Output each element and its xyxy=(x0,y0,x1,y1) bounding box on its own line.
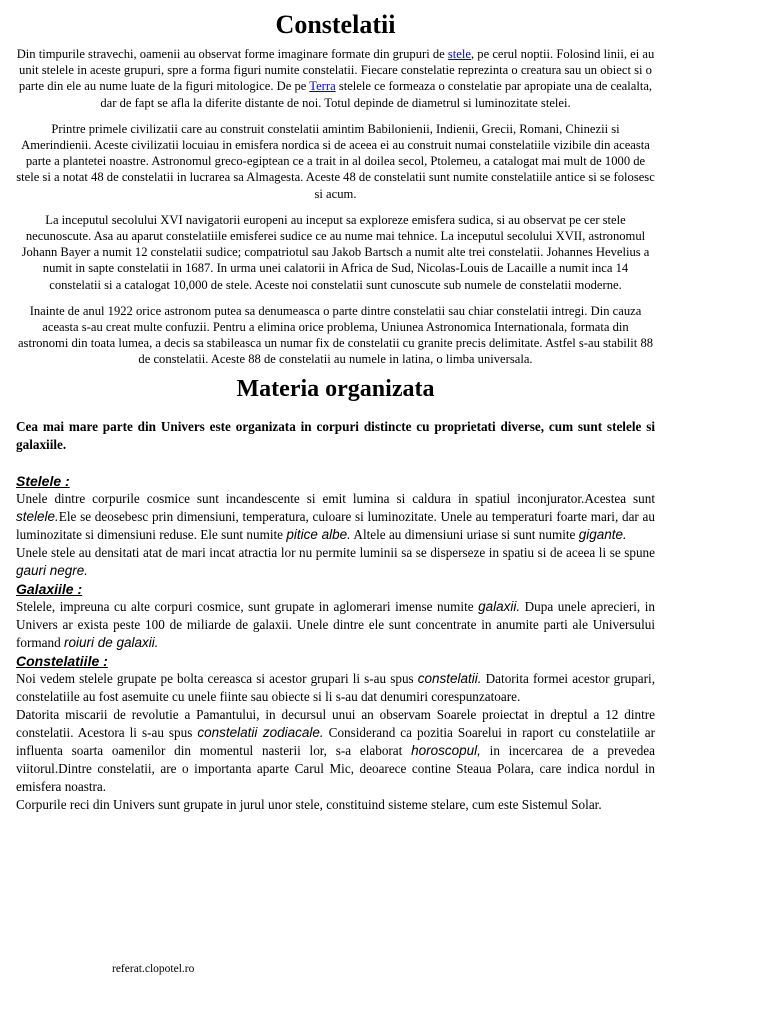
section-title: Materia organizata xyxy=(236,375,435,402)
constelatii-paragraph-3: Corpurile reci din Univers sunt grupate in jurul unor stele, constituind sisteme stelare, cum este Sistemul Solar. xyxy=(16,796,602,812)
page-title: Constelatii xyxy=(275,10,396,39)
text-span: Ele se deosebesc prin dimensiuni, temperatura, culoare si luminozitate. Unele au temperaturi foarte mari, dar au luminozitate si dimensiuni reduse. Ele sunt numite xyxy=(16,508,655,542)
terra-link[interactable]: Terra xyxy=(309,79,336,94)
text-span: Considerand ca pozitia Soarelui in raport cu constelatiile ar influenta soarta oamenilor din momentul nasterii lor, s-a elaborat xyxy=(16,724,655,758)
text-span: in incercarea de a prevedea viitorul.Dintre constelatii, are o importanta aparte Carul Mic, deoarece contine Steaua Polara, care indica nordul in emisfera noastra. xyxy=(16,742,656,794)
keyword: gauri negre. xyxy=(16,562,89,578)
text-span: Datorita miscarii de revolutie a Pamantului, in decursul unui an observam Soarele proiectat in dreptul a 12 dintre constelatii. Acestora li s-au spus xyxy=(16,706,655,740)
stele-heading: Stelele : xyxy=(16,472,70,489)
text-span: , pe cerul noptii. Folosind linii, ei au unit stelele in aceste grupuri, spre a forma figuri numite constelatii. Fiecare constelatie reprezinta o creatura sau un obiect si o parte din ele au nume luate de la figuri mitologice. De pe xyxy=(18,47,655,94)
stele-link[interactable]: stele xyxy=(447,47,471,61)
intro-paragraph-4: Inainte de anul 1922 orice astronom putea sa denumeasca o parte dintre constelatii sau chiar constelatii intregi. Din cauza aceasta s-au creat multe confuzii. Pentru a elimina orice problema, Uniunea Astronomica Internationala, formata din astronomi din toata lumea, a decis sa stabileasca un numar fix de constelatii cu granite precis delimitate. Astfel s-au stabilit 88 de constelatii. Aceste 88 de constelatii au numele in latina, o limba universala. xyxy=(17,303,654,367)
stele-paragraph-2 xyxy=(16,544,655,580)
document-page xyxy=(16,8,655,814)
intro-paragraph-3: La inceputul secolului XVI navigatorii europeni au inceput sa exploreze emisfera sudica, si au observat pe cer stele necunoscute. Asa au aparut constelatiile emisferei sudice ce au nume mai tehnice. La inceputul secolului XVII, astronomul Johann Bayer a numit 12 constelatii sudice; compatriotul sau Jakob Bartsch a numit alte trei constelatii. Johannes Hevelius a numit in sapte constelatii in 1687. In urma unei calatorii in Africa de Sud, Nicolas-Louis de Lacaille a numit inca 14 constelatii si a catalogat 10,000 de stele. Aceste noi constelatii sunt cunoscute sub numele de constelatii moderne. xyxy=(21,212,650,292)
constelatii-paragraph-1 xyxy=(16,670,655,706)
text-span: Unele stele au densitati atat de mari incat atractia lor nu permite luminii sa se disperseze in spatiu si de aceea li se spune xyxy=(16,544,655,560)
text-span: Noi vedem stelele grupate pe bolta cereasca si acestor grupari li s-au spus xyxy=(16,670,418,686)
footer-source: referat.clopotel.ro xyxy=(112,963,195,975)
text-span: Datorita formei acestor grupari, constelatiile au fost asemuite cu unele fiinte sau obiecte si li s-au dat denumiri corespunzatoare. xyxy=(16,670,656,704)
keyword: constelatii. xyxy=(417,670,482,686)
text-span: Din timpurile stravechi, oamenii au observat forme imaginare formate din grupuri de xyxy=(16,47,448,61)
keyword: galaxii. xyxy=(478,598,521,614)
keyword: horoscopul, xyxy=(411,742,481,758)
lead-paragraph: Cea mai mare parte din Univers este organizata in corpuri distincte cu proprietati diverse, cum sunt stelele si galaxiile. xyxy=(16,418,655,452)
keyword: roiuri de galaxii. xyxy=(63,634,159,650)
galaxii-heading: Galaxiile : xyxy=(16,580,83,597)
text-span: Stelele, impreuna cu alte corpuri cosmice, sunt grupate in aglomerari imense numite xyxy=(16,598,479,614)
constelatii-paragraph-2 xyxy=(16,706,655,796)
keyword: constelatii zodiacale. xyxy=(197,724,324,740)
text-span: Unele dintre corpurile cosmice sunt incandescente si emit lumina si caldura in spatiul inconjurator.Acestea sunt xyxy=(16,490,655,506)
constelatii-heading: Constelatiile : xyxy=(16,652,108,669)
text-span: stelele ce formeaza o constelatie par apropiate una de cealalta, dar de fapt se afla la diferite distante de noi. Totul depinde de diametrul si luminozitate stelei. xyxy=(100,79,653,110)
intro-paragraph-1 xyxy=(16,46,655,111)
galaxii-paragraph xyxy=(16,598,655,652)
text-span: Altele au dimensiuni uriase si sunt numite xyxy=(350,526,579,542)
keyword: gigante. xyxy=(578,526,627,542)
text-span: Dupa unele aprecieri, in Univers ar exista peste 100 de miliarde de galaxii. Unele dintre ele sunt concentrate in anumite parti ale Universului formand xyxy=(16,598,655,650)
stele-paragraph-1 xyxy=(16,490,655,544)
keyword: pitice albe. xyxy=(286,526,351,542)
keyword: stelele. xyxy=(16,508,59,524)
intro-paragraph-2: Printre primele civilizatii care au construit constelatii amintim Babilonienii, Indienii, Grecii, Romani, Chinezii si Amerindienii. Aceste civilizatii locuiau in emisfera nordica si de aceea ei au construit numai constelatiile vizibile din aceasta parte a plantetei noastre. Astronomul greco-egiptean ce a trait in al doilea secol, Ptolemeu, a catalogat mai mult de 1000 de stele si a notat 48 de constelatii in lucrarea sa Almagesta. Aceste 48 de constelatii sunt numite constelatiile antice si se folosesc si acum. xyxy=(16,121,655,201)
